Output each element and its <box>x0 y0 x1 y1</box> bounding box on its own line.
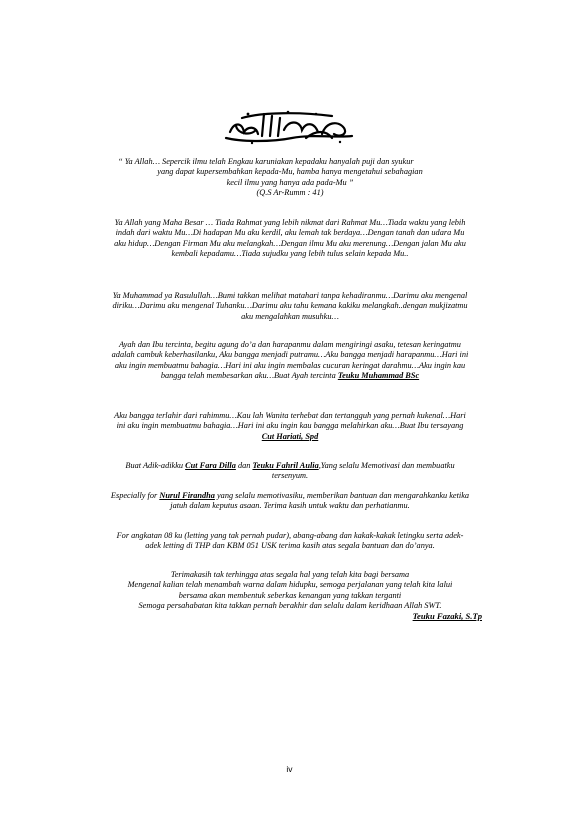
sibling-name-1: Cut Fara Dilla <box>185 461 236 470</box>
father-name: Teuku Muhammad BSc <box>337 371 420 381</box>
sibling-name-2: Teuku Fahril Aulia <box>252 461 319 470</box>
adik-prefix: Buat Adik-adikku <box>125 461 184 470</box>
paragraph-ibu <box>110 411 470 442</box>
paragraph-angkatan: For angkatan 08 ku (letting yang tak pernah pudar), abang-abang dan kakak-kakak letingku serta adek-adek letting di THP dan KBM 051 USK terima kasih atas segala bantuan dan do’anya. <box>116 531 464 551</box>
quote-source: (Q.S Ar-Rumm : 41) <box>256 188 324 198</box>
special-suffix: yang selalu memotivasiku, memberikan bantuan dan mengarahkanku ketika jatuh dalam keputus asaan. Terima kasih untuk waktu dan perhatianmu. <box>170 491 470 511</box>
paragraph-ayah <box>110 340 470 382</box>
mother-name: Cut Hariati, Spd <box>261 431 319 441</box>
closing-paragraph <box>110 570 470 612</box>
quote-line-2: yang dapat kupersembahkan kepada-Mu, hamba hanya mengetahui sebahagian <box>157 167 423 177</box>
paragraph-allah: Ya Allah yang Maha Besar … Tiada Rahmat yang lebih nikmat dari Rahmat Mu…Tiada waktu yang lebih indah dari waktu Mu…Di hadapan Mu aku kerdil, aku lemah tak berdaya…Dengan tanah dan udara Mu aku hidup…Dengan Firman Mu aku melangkah…Dengan ilmu Mu aku merenung…Dengan jalan Mu aku kembali kepadamu…Tiada sujudku yang lebih tulus selain kepada Mu.. <box>114 218 466 259</box>
bismillah-calligraphy-icon <box>222 108 355 145</box>
adik-and: dan <box>237 461 251 470</box>
closing-line-4: Semoga persahabatan kita takkan pernah berakhir dan selalu dalam keridhaan Allah SWT. <box>138 601 442 611</box>
paragraph-rasul: Ya Muhammad ya Rasulullah…Bumi takkan melihat matahari tanpa kehadiranmu…Darimu aku mengenal diriku…Darimu aku mengenal Tuhanku…Darimu aku tahu kemana kakiku melangkah..dengan mukjizatmu aku mengalahkan musuhku… <box>112 291 468 321</box>
adik-suffix: ,Yang selalu Memotivasi dan membuatku tersenyum. <box>271 461 455 481</box>
quote-line-3: kecil ilmu yang hanya ada pada-Mu ” <box>226 177 354 187</box>
signature: Teuku Fazaki, S.Tp <box>412 611 482 621</box>
quote-line-1: “ Ya Allah… Sepercik ilmu telah Engkau karuniakan kepadaku hanyalah puji dan syukur <box>118 157 414 166</box>
paragraph-special <box>110 491 470 512</box>
page-number: iv <box>286 764 293 774</box>
closing-line-1: Terimakasih tak terhingga atas segala hal yang telah kita bagi bersama <box>170 570 410 579</box>
special-prefix: Especially for <box>110 491 158 500</box>
closing-line-3: bersama akan membentuk seberkas kenangan yang takkan terganti <box>178 590 402 600</box>
paragraph-ayah-text: Ayah dan Ibu tercinta, begitu agung do’a dan harapanmu dalam mengiringi asaku, tetesan keringatmu adalah cambuk keberhasilanku, Aku bangga menjadi putramu…Aku bangga menjadi harapanmu…Hari ini aku ingin membuatmu bahagia…Hari ini aku ingin membalas cucuran keringat darahmu…Aku ingin kau bangga telah membesarkan aku…Buat Ayah tercinta <box>111 340 469 381</box>
special-name: Nurul Firandha <box>159 491 215 500</box>
paragraph-ibu-text: Aku bangga terlahir dari rahimmu…Kau lah Wanita terhebat dan tertangguh yang pernah kukenal…Hari ini aku ingin membuatmu bahagia…Hari ini aku ingin kau bangga melahirkan aku…Buat Ibu tersayang <box>114 411 466 431</box>
paragraph-adik <box>110 461 470 482</box>
opening-quote <box>118 157 462 199</box>
closing-line-2: Mengenal kalian telah menambah warna dalam hidupku, semoga perjalanan yang telah kita lalui <box>127 580 453 590</box>
